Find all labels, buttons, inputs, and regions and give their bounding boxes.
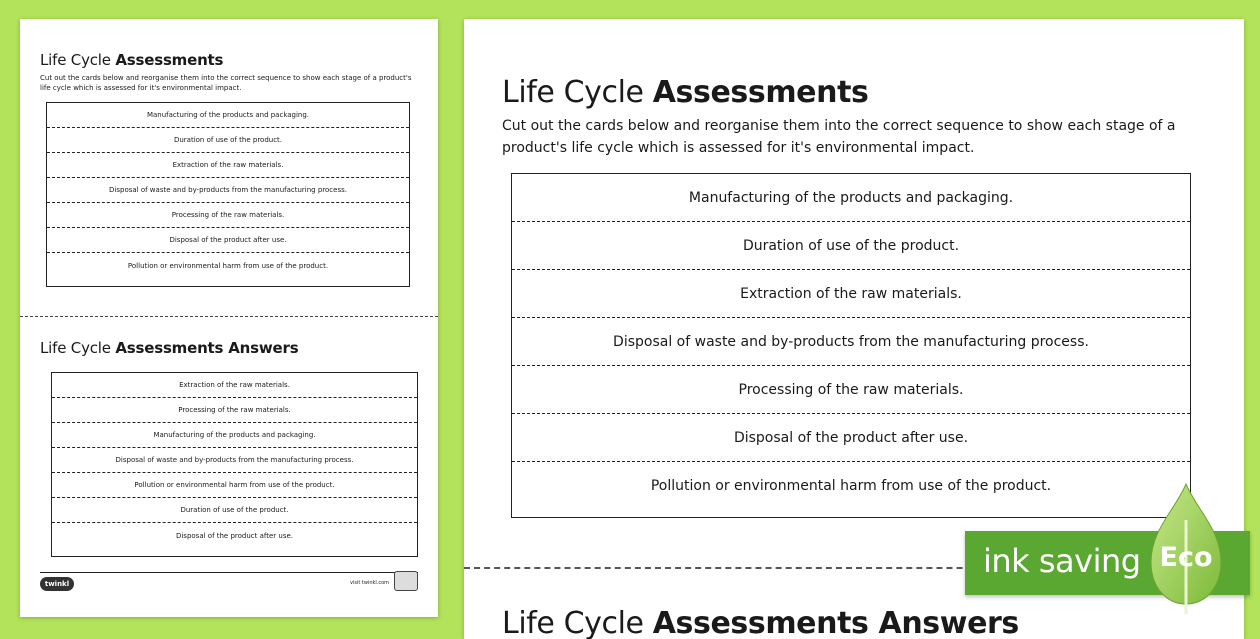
- card-row: Extraction of the raw materials.: [512, 270, 1190, 318]
- card-row: Extraction of the raw materials.: [47, 153, 409, 178]
- zoomed-answers-title: [502, 606, 1019, 639]
- thumbnail-instructions: Cut out the cards below and reorganise them into the correct sequence to show each stage of a product's life cycle which is assessed for it's environmental impact.: [40, 74, 412, 92]
- zoomed-title-bold: Assessments: [652, 75, 869, 110]
- answer-row: Manufacturing of the products and packaging.: [52, 423, 417, 448]
- thumbnail-answers-title-regular: Life Cycle: [40, 339, 116, 357]
- eco-drop-icon: [1147, 480, 1225, 615]
- card-row: Pollution or environmental harm from use of the product.: [127, 261, 329, 270]
- answer-row: Disposal of the product after use.: [175, 531, 294, 540]
- card-row: Disposal of the product after use.: [47, 228, 409, 253]
- thumbnail-answers-title: [40, 339, 298, 357]
- card-row: Duration of use of the product.: [512, 222, 1190, 270]
- zoomed-title: [502, 75, 869, 110]
- answer-row: Duration of use of the product.: [52, 498, 417, 523]
- thumbnail-page: [20, 19, 438, 617]
- card-row: Manufacturing of the products and packaging.: [47, 103, 409, 128]
- answer-row: Disposal of waste and by-products from the manufacturing process.: [52, 448, 417, 473]
- footer-badge-icon: [394, 571, 418, 591]
- answer-row: Processing of the raw materials.: [52, 398, 417, 423]
- thumbnail-cards-table: [46, 102, 410, 287]
- answer-row: Extraction of the raw materials.: [52, 373, 417, 398]
- thumbnail-title-regular: Life Cycle: [40, 51, 116, 69]
- card-row: Manufacturing of the products and packaging.: [512, 174, 1190, 222]
- thumbnail-title: [40, 51, 223, 69]
- card-row: Disposal of waste and by-products from the manufacturing process.: [512, 318, 1190, 366]
- zoomed-answers-title-bold: Assessments Answers: [652, 606, 1019, 639]
- answer-row: Pollution or environmental harm from use of the product.: [52, 473, 417, 498]
- card-row: Pollution or environmental harm from use of the product.: [650, 478, 1052, 494]
- thumbnail-answers-title-bold: Assessments Answers: [115, 339, 299, 357]
- thumbnail-title-bold: Assessments: [115, 51, 224, 69]
- footer-visit-text: visit twinkl.com: [350, 580, 390, 586]
- thumbnail-cut-line: [20, 316, 438, 317]
- card-row: Processing of the raw materials.: [47, 203, 409, 228]
- zoomed-instructions: Cut out the cards below and reorganise them into the correct sequence to show each stage of a product's life cycle which is assessed for it's environmental impact.: [502, 118, 1176, 156]
- zoomed-answers-title-regular: Life Cycle: [502, 606, 653, 639]
- ink-saving-label: ink saving: [983, 542, 1141, 580]
- zoomed-cards-table: [511, 173, 1191, 518]
- card-row: Processing of the raw materials.: [512, 366, 1190, 414]
- card-row: Disposal of the product after use.: [512, 414, 1190, 462]
- footer-divider: [40, 572, 418, 573]
- eco-label: Eco: [1159, 542, 1213, 573]
- card-row: Disposal of waste and by-products from the manufacturing process.: [47, 178, 409, 203]
- card-row: Duration of use of the product.: [47, 128, 409, 153]
- zoomed-title-regular: Life Cycle: [502, 75, 653, 110]
- twinkl-logo: twinkl: [40, 577, 74, 591]
- ink-saving-badge: [965, 480, 1260, 615]
- thumbnail-answers-table: [51, 372, 418, 557]
